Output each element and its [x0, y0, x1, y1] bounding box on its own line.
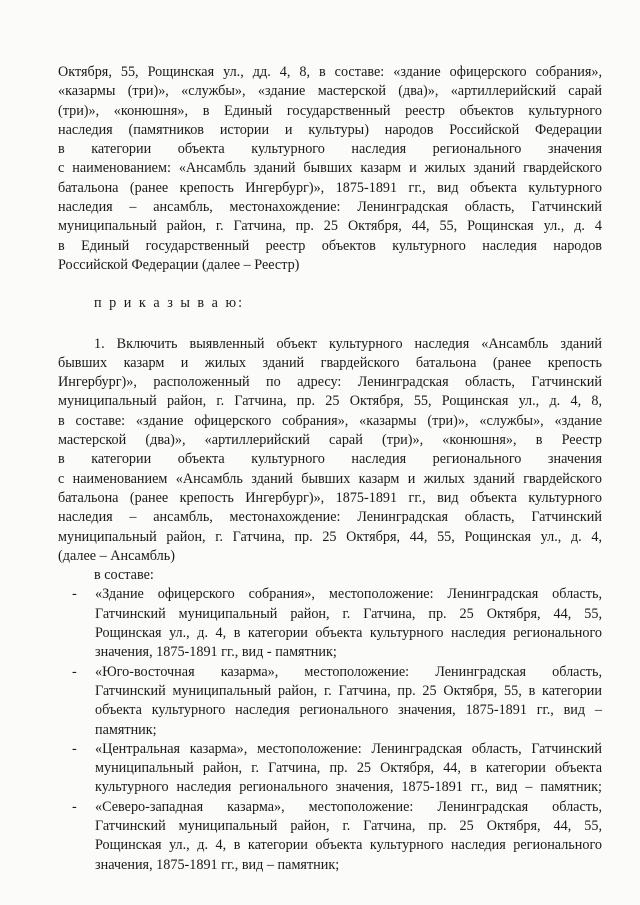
text-line: (далее – Ансамбль)	[58, 547, 175, 564]
text-line: Гатчинский муниципальный район, г. Гатчина, пр. 25 Октября, 44, 55,	[95, 605, 602, 622]
text-line: муниципальный район, г. Гатчина, пр. 25 Октября, 55, Рощинская ул., д. 4, 8,	[58, 393, 602, 410]
list-item	[58, 585, 602, 662]
text-line: мастерской (два)», «артиллерийский сарай (три)», «конюшня», в Реестр	[58, 432, 602, 449]
text-line: 1. Включить выявленный объект культурного наследия «Ансамбль зданий	[94, 335, 602, 352]
text-line: «казармы (три)», «службы», «здание мастерской (два)», «артиллерийский сарай	[58, 83, 602, 100]
text-line: Российской Федерации (далее – Реестр)	[58, 256, 300, 273]
list-item	[58, 798, 602, 875]
text-line: муниципальный район, г. Гатчина, пр. 25 Октября, 44, в категории объекта	[95, 760, 602, 777]
text-line: наследия – ансамбль, местонахождение: Ленинградская область, Гатчинский	[58, 199, 602, 216]
bullet-marker: -	[72, 740, 77, 757]
text-line: памятник;	[95, 721, 157, 738]
text-line: батальона (ранее крепость Ингербург)», 1875-1891 гг., вид объекта культурного	[58, 179, 602, 196]
text-line: (три)», «конюшня», в Единый государственный реестр объектов культурного	[58, 102, 602, 119]
text-line: Рощинская ул., д. 4, в категории объекта культурного наследия регионального	[95, 837, 602, 854]
composed-label: в составе:	[94, 567, 154, 584]
bullet-marker: -	[72, 798, 77, 815]
text-line: Ингербург)», расположенный по адресу: Ленинградская область, Гатчинский	[58, 374, 602, 391]
text-line: Гатчинский муниципальный район, г. Гатчина, пр. 25 Октября, 44, 55,	[95, 817, 602, 834]
item-1-paragraph	[58, 335, 602, 567]
bullet-marker: -	[72, 663, 77, 680]
text-line: в составе: «здание офицерского собрания», «казармы (три)», «службы», «здание	[58, 412, 602, 429]
text-line: «Северо-западная казарма», местоположение: Ленинградская область,	[95, 798, 602, 815]
component-list	[58, 585, 602, 874]
text-line: наследия – ансамбль, местонахождение: Ленинградская область, Гатчинский	[58, 509, 602, 526]
text-line: значения, 1875-1891 гг., вид - памятник;	[95, 644, 337, 661]
text-line: батальона (ранее крепость Ингербург)», 1875-1891 гг., вид объекта культурного	[58, 489, 602, 506]
text-line: «Здание офицерского собрания», местоположение: Ленинградская область,	[95, 586, 602, 603]
text-line: «Юго-восточная казарма», местоположение: Ленинградская область,	[95, 663, 602, 680]
text-line: Октября, 55, Рощинская ул., дд. 4, 8, в составе: «здание офицерского собрания»,	[58, 64, 602, 80]
text-line: объекта культурного наследия регионального значения, 1875-1891 гг., вид –	[95, 702, 602, 719]
text-line: муниципальный район, г. Гатчина, пр. 25 Октября, 44, 55, Рощинская ул., д. 4,	[58, 528, 602, 545]
text-line: в категории объекта культурного наследия регионального значения	[58, 141, 602, 158]
intro-paragraph	[58, 63, 602, 275]
text-line: Рощинская ул., д. 4, в категории объекта культурного наследия регионального	[95, 625, 602, 642]
bullet-marker: -	[72, 586, 77, 603]
list-item	[58, 663, 602, 740]
order-heading: п р и к а з ы в а ю:	[94, 295, 245, 312]
text-line: с наименованием «Ансамбль зданий бывших казарм и жилых зданий гвардейского	[58, 470, 602, 487]
text-line: «Центральная казарма», местоположение: Ленинградская область, Гатчинский	[95, 740, 602, 757]
text-line: в Единый государственный реестр объектов культурного наследия народов	[58, 237, 602, 254]
text-line: в категории объекта культурного наследия регионального значения	[58, 451, 602, 468]
text-line: значения, 1875-1891 гг., вид – памятник;	[95, 856, 340, 873]
list-item	[58, 740, 602, 798]
text-line: Гатчинский муниципальный район, г. Гатчина, пр. 25 Октября, 55, в категории	[95, 682, 602, 699]
text-line: наследия (памятников истории и культуры) народов Российской Федерации	[58, 121, 602, 138]
text-line: с наименованием: «Ансамбль зданий бывших казарм и жилых зданий гвардейского	[58, 160, 602, 177]
text-line: муниципальный район, г. Гатчина, пр. 25 Октября, 44, 55, Рощинская ул., д. 4	[58, 218, 602, 235]
text-line: бывших казарм и жилых зданий гвардейского батальона (ранее крепость	[58, 354, 602, 371]
text-line: культурного наследия регионального значения, 1875-1891 гг., вид – памятник;	[95, 779, 602, 796]
